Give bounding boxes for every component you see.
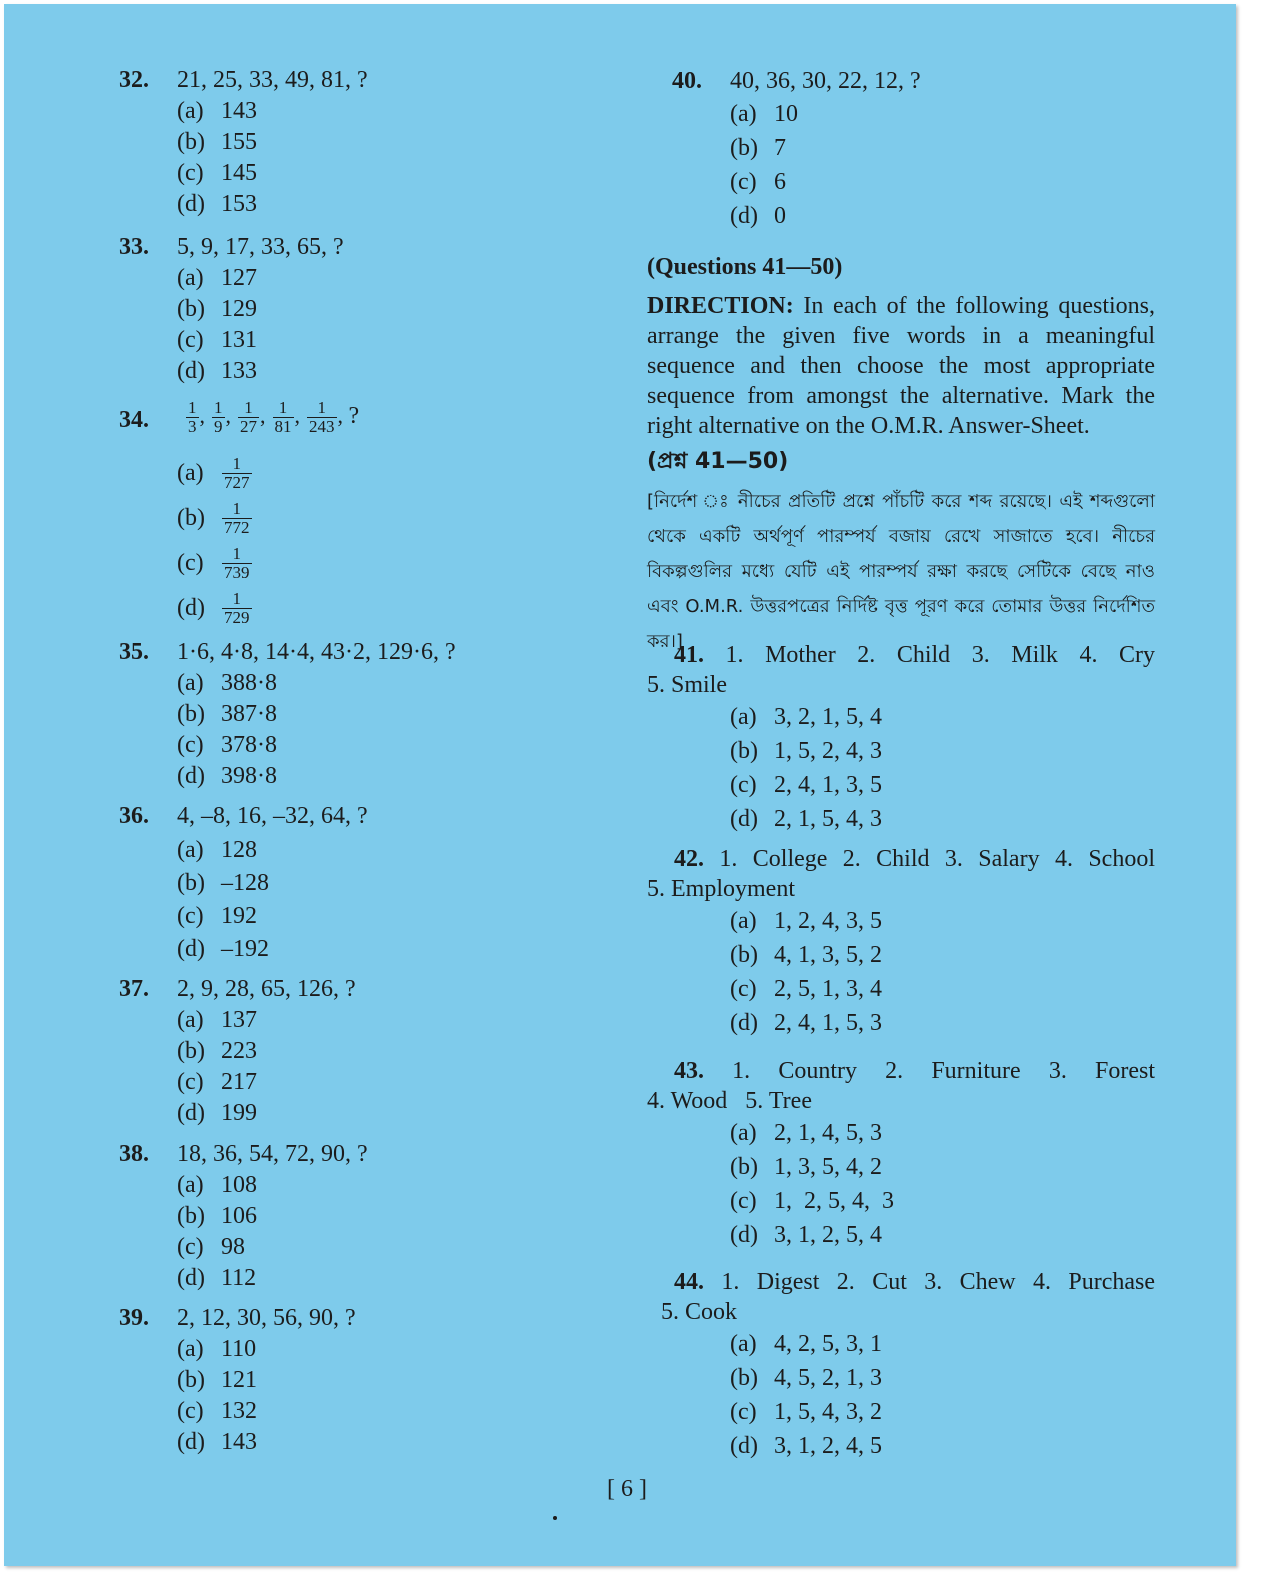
question-text-cont: 5. Employment: [647, 876, 795, 902]
option-b: (b) 129: [177, 296, 257, 322]
option-c: (c) 192: [177, 903, 257, 929]
option-list: [177, 1170, 257, 1294]
option-list: [177, 96, 257, 220]
option-c: (c) 98: [177, 1234, 245, 1260]
fraction: $\frac{1}{3}$: [188, 398, 197, 436]
option-d: (d) 133: [177, 358, 257, 384]
option-a: (a) 4, 2, 5, 3, 1: [730, 1331, 882, 1357]
question-38: [119, 1139, 639, 1299]
question-text: 4, –8, 16, –32, 64, ?: [177, 803, 368, 829]
option-b: (b) 106: [177, 1203, 257, 1229]
option-a: (a) 143: [177, 98, 257, 124]
section-heading: (Questions 41—50): [647, 254, 843, 280]
option-b: (b) 1, 3, 5, 4, 2: [730, 1154, 882, 1180]
option-a: (a) 388·8: [177, 670, 277, 696]
question-number: 43.: [674, 1058, 704, 1084]
option-d: (d) 2, 4, 1, 5, 3: [730, 1010, 882, 1036]
option-b: (b) 155: [177, 129, 257, 155]
question-text-cont: 5. Smile: [647, 672, 728, 698]
bengali-section-heading: (প্রশ্ন 41—50): [647, 449, 789, 474]
option-b: (b) $\frac{1}{772}$: [177, 499, 250, 537]
question-text: 21, 25, 33, 49, 81, ?: [177, 67, 368, 93]
question-39: [119, 1303, 639, 1463]
question-number: 32.: [119, 67, 149, 93]
fraction: $\frac{1}{9}$: [214, 398, 223, 436]
direction-paragraph: [647, 291, 1155, 441]
option-a: (a) 137: [177, 1007, 257, 1033]
question-text: 5, 9, 17, 33, 65, ?: [177, 234, 344, 260]
question-paper-page: [4, 4, 1236, 1566]
question-44: [647, 1267, 1155, 1465]
direction-text: In each of the following questions, arrange the given five words in a meaningful sequence and then choose the most appropriate sequence from amongst the alternative. Mark the right alternative on the O.M.R. Answer-Sheet.: [647, 293, 1156, 439]
option-b: (b) 4, 1, 3, 5, 2: [730, 942, 882, 968]
option-b: (b) 4, 5, 2, 1, 3: [730, 1365, 882, 1391]
option-d: (d) 3, 1, 2, 5, 4: [730, 1222, 882, 1248]
print-dot: [553, 1516, 557, 1520]
option-d: (d) 153: [177, 191, 257, 217]
question-text: 1. Country 2. Furniture 3. Forest: [732, 1058, 1155, 1084]
option-list: [177, 263, 257, 387]
question-text: 18, 36, 54, 72, 90, ?: [177, 1141, 368, 1167]
question-33: [119, 232, 639, 392]
question-number: 36.: [119, 803, 149, 829]
option-c: (c) 217: [177, 1069, 257, 1095]
option-b: (b) –128: [177, 870, 269, 896]
option-list: [730, 99, 798, 235]
option-list: [730, 1118, 1238, 1254]
question-36: [119, 801, 639, 971]
option-a: (a) 2, 1, 4, 5, 3: [730, 1120, 882, 1146]
option-d: (d) 112: [177, 1265, 257, 1291]
option-c: (c) 1, 2, 5, 4, 3: [730, 1188, 894, 1214]
option-b: (b) 223: [177, 1038, 257, 1064]
question-text: 1. Mother 2. Child 3. Milk 4. Cry: [725, 642, 1156, 668]
question-text-cont: 4. Wood 5. Tree: [647, 1088, 812, 1114]
question-number: 44.: [674, 1269, 704, 1295]
question-text: 2, 9, 28, 65, 126, ?: [177, 976, 356, 1002]
option-list: [730, 702, 1238, 838]
option-d: (d) 2, 1, 5, 4, 3: [730, 806, 882, 832]
question-34: [119, 399, 639, 629]
option-c: (c) 6: [730, 169, 786, 195]
option-b: (b) 387·8: [177, 701, 277, 727]
bengali-direction-paragraph: [নির্দেশ ঃ নীচের প্রতিটি প্রশ্নে পাঁচটি করে শব্দ রয়েছে। এই শব্দগুলো থেকে একটি অর্থপূর্ণ পারম্পর্য বজায় রেখে সাজাতে হবে। নীচের বিকল্পগুলির মধ্যে যেটি এই পারম্পর্য রক্ষা করছে সেটিকে বেছে নাও এবং O.M.R. উত্তরপত্রের নির্দিষ্ট বৃত্ত পূরণ করে তোমার উত্তর নির্দেশিত কর।]: [647, 491, 1155, 652]
option-c: (c) 2, 4, 1, 3, 5: [730, 772, 882, 798]
question-number: 38.: [119, 1141, 149, 1167]
option-a: (a) 10: [730, 101, 798, 127]
question-35: [119, 637, 639, 797]
fraction: $\frac{1}{81}$: [274, 398, 292, 436]
question-text: 1·6, 4·8, 14·4, 43·2, 129·6, ?: [177, 639, 456, 665]
question-41: [647, 640, 1155, 838]
question-number: 40.: [672, 68, 702, 94]
fraction: $\frac{1}{27}$: [240, 398, 257, 436]
option-a: (a) 108: [177, 1172, 257, 1198]
direction-label: DIRECTION:: [647, 293, 794, 319]
question-number: 41.: [674, 642, 704, 668]
option-list: [177, 834, 269, 966]
question-number: 33.: [119, 234, 149, 260]
option-a: (a) 1, 2, 4, 3, 5: [730, 908, 882, 934]
option-d: (d) 398·8: [177, 763, 277, 789]
question-42: [647, 844, 1155, 1042]
option-list: [730, 1329, 1238, 1465]
option-a: (a) 127: [177, 265, 257, 291]
question-43: [647, 1056, 1155, 1254]
question-40: [672, 66, 1152, 236]
option-c: (c) $\frac{1}{739}$: [177, 544, 250, 582]
option-a: (a) 110: [177, 1336, 257, 1362]
option-list: [177, 1334, 257, 1458]
option-d: (d) 0: [730, 203, 786, 229]
option-c: (c) 132: [177, 1398, 257, 1424]
option-b: (b) 7: [730, 135, 786, 161]
option-c: (c) 1, 5, 4, 3, 2: [730, 1399, 882, 1425]
option-d: (d) 143: [177, 1429, 257, 1455]
option-d: (d) 3, 1, 2, 4, 5: [730, 1433, 882, 1459]
question-number: 34.: [119, 407, 149, 433]
option-list: [177, 1005, 257, 1129]
option-b: (b) 121: [177, 1367, 257, 1393]
question-number: 37.: [119, 976, 149, 1002]
option-list: [730, 906, 1238, 1042]
question-text: 2, 12, 30, 56, 90, ?: [177, 1305, 356, 1331]
option-a: (a) 3, 2, 1, 5, 4: [730, 704, 882, 730]
option-c: (c) 2, 5, 1, 3, 4: [730, 976, 882, 1002]
question-text-cont: 5. Cook: [661, 1299, 738, 1325]
option-d: (d) –192: [177, 936, 269, 962]
question-text: 1. Digest 2. Cut 3. Chew 4. Purchase: [721, 1269, 1156, 1295]
option-list: [177, 668, 277, 792]
question-number: 39.: [119, 1305, 149, 1331]
option-c: (c) 378·8: [177, 732, 277, 758]
option-a: (a) 128: [177, 837, 257, 863]
page-number: [ 6 ]: [607, 1476, 647, 1502]
question-number: 35.: [119, 639, 149, 665]
option-d: (d) $\frac{1}{729}$: [177, 589, 250, 627]
question-37: [119, 974, 639, 1134]
fraction: $\frac{1}{243}$: [309, 398, 335, 436]
option-a: (a) $\frac{1}{727}$: [177, 454, 250, 492]
option-c: (c) 145: [177, 160, 257, 186]
option-c: (c) 131: [177, 327, 257, 353]
option-b: (b) 1, 5, 2, 4, 3: [730, 738, 882, 764]
question-text: $\frac{1}{3}$ , $\frac{1}{9}$ , $\frac{1}{27}$ , $\frac{1}{81}$ , $\frac{1}{243}$ , ?: [188, 398, 360, 436]
option-d: (d) 199: [177, 1100, 257, 1126]
option-list: [177, 451, 253, 631]
question-text: 1. College 2. Child 3. Salary 4. School: [719, 846, 1156, 872]
question-number: 42.: [674, 846, 704, 872]
question-text: 40, 36, 30, 22, 12, ?: [730, 68, 921, 94]
question-32: [119, 65, 639, 225]
